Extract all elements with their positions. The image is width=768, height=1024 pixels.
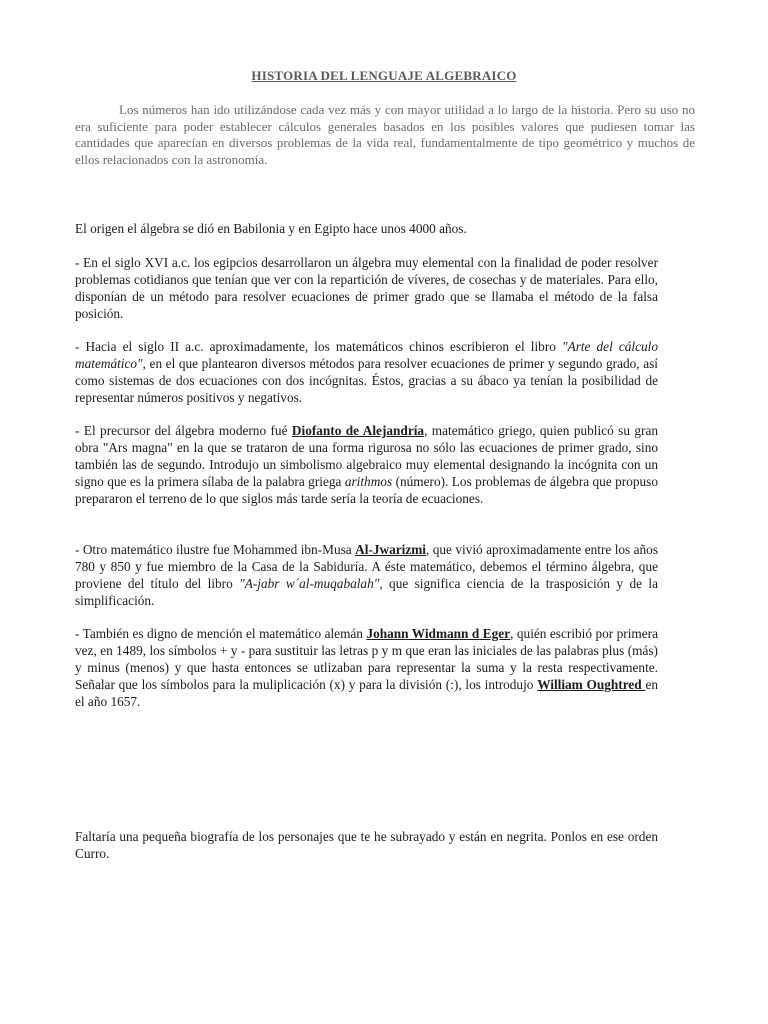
closing-note: Faltaría una pequeña biografía de los personajes que te he subrayado y están en negrita. Ponlos en ese orden Curro. [75, 829, 658, 861]
oughtred-name: William Oughtred [537, 677, 646, 692]
jwarizmi-paragraph [75, 541, 658, 609]
egypt-paragraph: - En el siglo XVI a.c. los egipcios desarrollaron un álgebra muy elemental con la finalidad de poder resolver problemas cotidianos que tenían que ver con la repartición de víveres, de cosechas y de materiales. Para ello, disponían de un método para resolver ecuaciones de primer grado que se llamaba el método de la falsa posición. [75, 255, 658, 321]
widmann-paragraph [75, 625, 658, 710]
diofanto-text-before: - El precursor del álgebra moderno fué [75, 423, 292, 438]
diofanto-text-after: (número). Los problemas de álgebra que propuso prepararon el terreno de lo que siglos más tarde sería la teoría de ecuaciones. [75, 474, 658, 506]
diofanto-name: Diofanto de Alejandría [291, 423, 425, 438]
origin-paragraph: El origen el álgebra se dió en Babilonia y en Egipto hace unos 4000 años. [75, 221, 467, 236]
jwarizmi-book-title: "A-jabr w´al-muqabalah" [239, 576, 380, 591]
china-text-after: , en el que plantearon diversos métodos para resolver ecuaciones de primer y segundo grado, así como sistemas de dos ecuaciones con dos incógnitas. Éstos, gracias a su ábaco ya tenían la posibilidad de representar números positivos y negativos. [75, 356, 658, 405]
jwarizmi-text-before: - Otro matemático ilustre fue Mohammed ibn-Musa [75, 542, 356, 557]
intro-paragraph: Los números han ido utilizándose cada vez más y con mayor utilidad a lo largo de la historia. Pero su uso no era suficiente para poder establecer cálculos generales basados en los posibles valores que pudiesen tomar las cantidades que aparecían en diversos problemas de la vida real, fundamentalmente de tipo geométrico y muchos de ellos relacionados con la astronomía. [75, 102, 695, 167]
china-text-before: - Hacia el siglo II a.c. aproximadamente, los matemáticos chinos escribieron el libro [75, 339, 562, 354]
china-book-title: "Arte del cálculo matemático" [75, 339, 658, 371]
diofanto-paragraph [75, 422, 658, 507]
diofanto-text-middle: , matemático griego, quien publicó su gran obra "Ars magna" en la que se trataron de una forma rigurosa no sólo las ecuaciones de primer grado, sino también las de segundo. Introdujo un simbolismo algebraico muy elemental designando la incógnita con un signo que es la primera sílaba de la palabra griega [75, 423, 658, 489]
widmann-text-after: en el año 1657. [75, 677, 658, 709]
arithmos-word: arithmos [344, 474, 393, 489]
jwarizmi-name: Al-Jwarizmi [355, 542, 426, 557]
jwarizmi-text-after: , que significa ciencia de la trasposición y de la simplificación. [75, 576, 658, 608]
widmann-text-middle: , quién escribió por primera vez, en 1489, los símbolos + y - para sustituir las letras p y m que eran las iniciales de las palabras plus (más) y minus (menos) y que hasta entonces se utlizaban para representar la suma y la resta respectivamente. Señalar que los símbolos para la muliplicación (x) y para la división (:), los introdujo [75, 626, 658, 692]
widmann-text-before: - También es digno de mención el matemático alemán [75, 626, 367, 641]
widmann-name: Johann Widmann d Eger [366, 626, 511, 641]
document-title: HISTORIA DEL LENGUAJE ALGEBRAICO [251, 68, 517, 83]
china-paragraph [75, 338, 658, 406]
jwarizmi-text-middle: , que vivió aproximadamente entre los años 780 y 850 y fue miembro de la Casa de la Sabiduría. A éste matemático, debemos el término álgebra, que proviene del título del libro [75, 542, 658, 591]
